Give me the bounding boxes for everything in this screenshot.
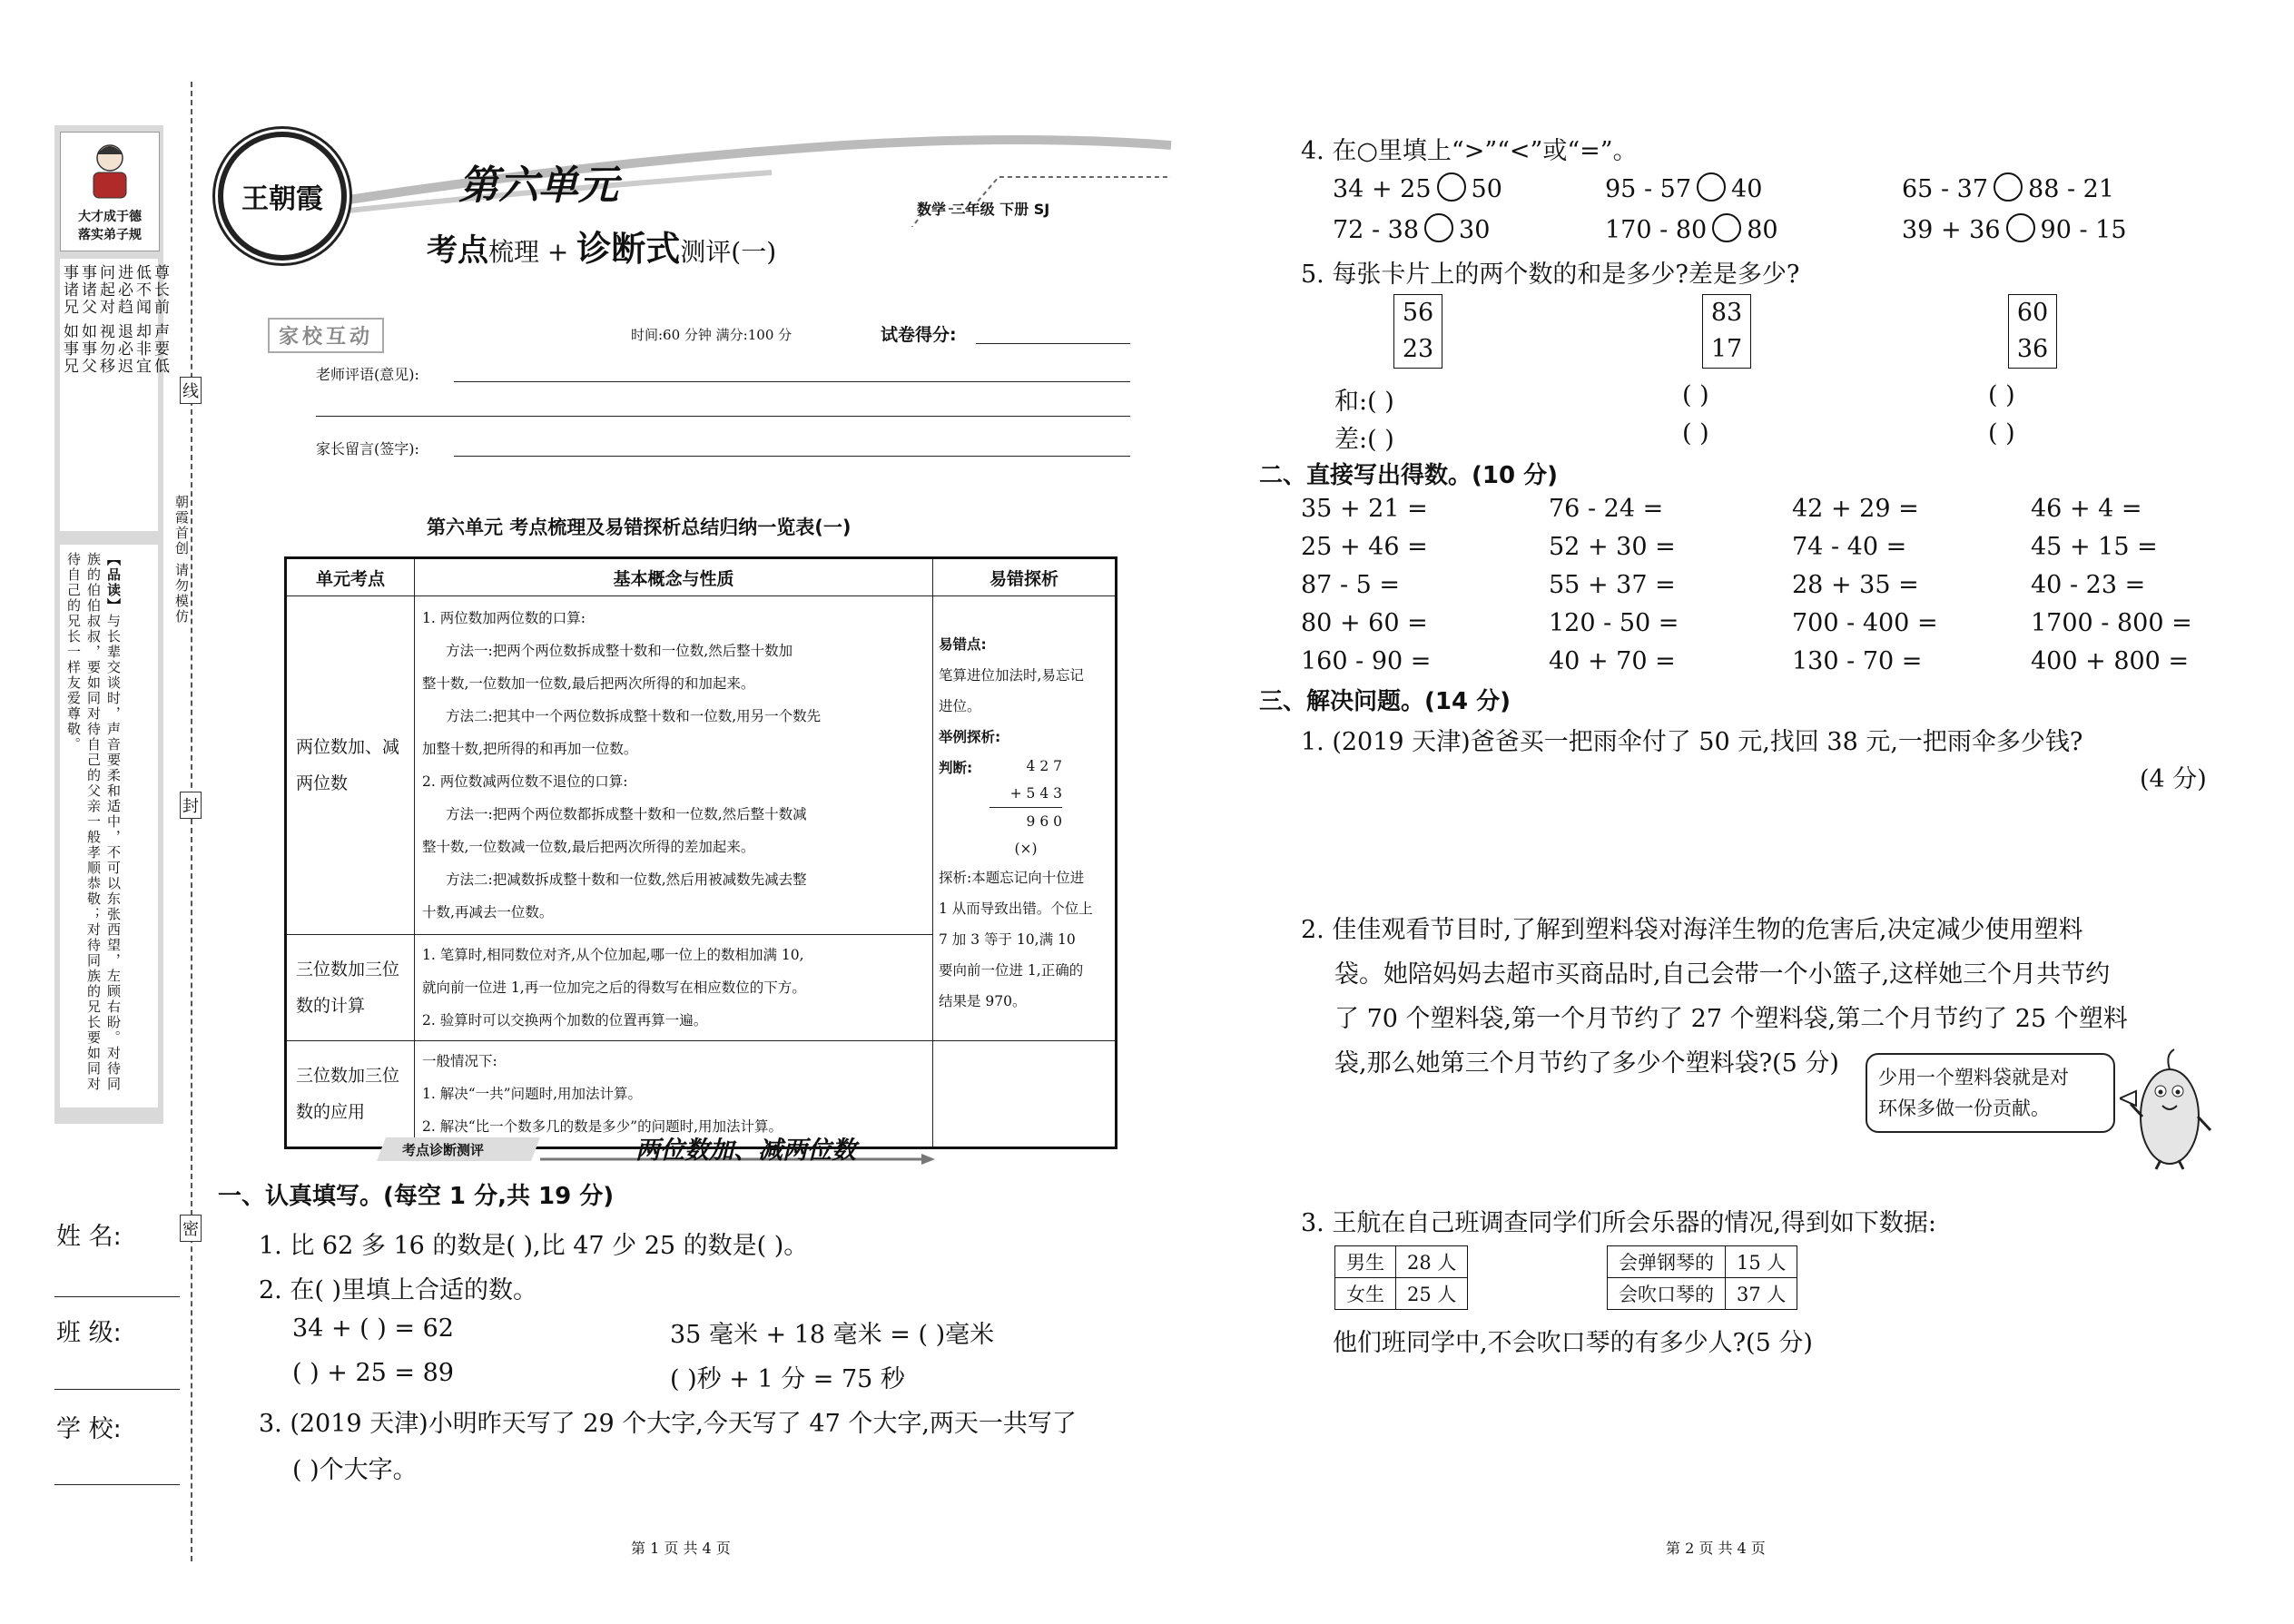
analysis-line: 结果是 970。 bbox=[939, 993, 1027, 1009]
sidebar-header-line2: 落实弟子规 bbox=[78, 228, 142, 242]
oral-item: 120 - 50 = bbox=[1549, 609, 1679, 637]
question-2c: ( ) + 25 = 89 bbox=[292, 1359, 454, 1387]
question-2a: 34 + ( ) = 62 bbox=[292, 1314, 454, 1343]
empty-cell bbox=[933, 1041, 1117, 1148]
teacher-line-1 bbox=[454, 381, 1130, 382]
topic-cell: 三位数加三位数的应用 bbox=[286, 1041, 415, 1148]
concept-line: 1. 解决“一共”问题时,用加法计算。 bbox=[422, 1086, 642, 1102]
concept-cell bbox=[415, 935, 933, 1041]
col-header-errors: 易错探析 bbox=[933, 558, 1117, 596]
compare-left: 95 - 57 bbox=[1605, 175, 1692, 203]
problem-2-line: 了 70 个塑料袋,第一个月节约了 27 个塑料袋,第二个月节约了 25 个塑料 bbox=[1334, 1005, 2128, 1033]
error-text: 笔算进位加法时,易忘记 bbox=[939, 667, 1084, 684]
concept-line: 2. 解决“比一个数多几的数是多少”的问题时,用加法计算。 bbox=[422, 1118, 783, 1135]
oral-item: 45 + 15 = bbox=[2031, 533, 2158, 561]
compare-item bbox=[1605, 172, 1762, 203]
oral-item: 160 - 90 = bbox=[1301, 647, 1432, 675]
compare-right: 30 bbox=[1459, 216, 1491, 244]
question-3: 3. (2019 天津)小明昨天写了 29 个大字,今天写了 47 个大字,两天一共写了 bbox=[259, 1410, 1077, 1438]
calc-mark: (×) bbox=[1014, 841, 1038, 857]
problem-1: 1. (2019 天津)爸爸买一把雨伞付了 50 元,找回 38 元,一把雨伞多少钱? bbox=[1301, 728, 2083, 756]
logo-text: 王朝霞 bbox=[241, 183, 323, 215]
error-analysis-cell bbox=[933, 596, 1117, 1041]
oral-item: 35 + 21 = bbox=[1301, 495, 1428, 523]
oral-item: 400 + 800 = bbox=[2031, 647, 2190, 675]
compare-left: 65 - 37 bbox=[1902, 175, 1989, 203]
poem-line: 视勿移 bbox=[96, 323, 114, 375]
poem-line: 事诸兄 bbox=[60, 264, 78, 316]
calc-line: + 5 4 3 bbox=[989, 780, 1062, 808]
speech-bubble bbox=[1866, 1053, 2115, 1133]
concept-line: 方法二:把其中一个两位数拆成整十数和一位数,用另一个数先 bbox=[446, 708, 822, 724]
unit-title: 第六单元 bbox=[458, 162, 618, 209]
sidebar-slogan: 朝霞首创 请勿模仿 bbox=[173, 495, 190, 625]
concept-line: 整十数,一位数加一位数,最后把两次所得的和加起来。 bbox=[422, 675, 755, 692]
subtitle-part-a: 考点 bbox=[427, 232, 488, 269]
oral-item: 130 - 70 = bbox=[1792, 647, 1923, 675]
q4-title: 4. 在○里填上“>”“<”或“=”。 bbox=[1301, 137, 1638, 165]
compare-circle[interactable] bbox=[1437, 172, 1466, 202]
oral-item: 700 - 400 = bbox=[1792, 609, 1938, 637]
bubble-line: 少用一个塑料袋就是对 bbox=[1878, 1067, 2069, 1088]
diagnosis-bar bbox=[377, 1130, 940, 1166]
compare-left: 72 - 38 bbox=[1333, 216, 1420, 244]
sum-blank: ( ) bbox=[1682, 381, 1709, 409]
poem-line: 如事兄 bbox=[60, 323, 78, 375]
oral-item: 87 - 5 = bbox=[1301, 571, 1401, 599]
publisher-logo bbox=[218, 132, 347, 261]
oral-item: 52 + 30 = bbox=[1549, 533, 1676, 561]
compare-item bbox=[1902, 213, 2127, 244]
poem-column bbox=[60, 264, 78, 536]
name-label: 姓 名: bbox=[56, 1223, 122, 1251]
poem-column bbox=[78, 264, 96, 536]
analysis-line: 探析:本题忘记向十位进 bbox=[939, 870, 1085, 886]
section3-title: 三、解决问题。(14 分) bbox=[1259, 688, 1511, 715]
oral-item: 80 + 60 = bbox=[1301, 609, 1428, 637]
cut-label-2: 封 bbox=[180, 792, 202, 819]
instrument-table bbox=[1607, 1245, 1797, 1310]
compare-circle[interactable] bbox=[1424, 213, 1453, 242]
poem-line: 尊长前 bbox=[151, 264, 169, 316]
sidebar-reading bbox=[60, 545, 158, 1107]
teacher-line-2 bbox=[316, 416, 1130, 417]
question-2: 2. 在( )里填上合适的数。 bbox=[259, 1276, 537, 1304]
poem-line: 如事父 bbox=[78, 323, 96, 375]
card-number: 83 bbox=[1710, 299, 1743, 327]
col-header-concept: 基本概念与性质 bbox=[415, 558, 933, 596]
cut-label-3: 密 bbox=[180, 1215, 202, 1242]
sum-label: 和:( ) bbox=[1334, 388, 1394, 416]
subtitle-part-d: 测评(一) bbox=[680, 237, 777, 267]
oral-item: 28 + 35 = bbox=[1792, 571, 1919, 599]
question-2d: ( )秒 + 1 分 = 75 秒 bbox=[670, 1365, 905, 1393]
col-header-topic: 单元考点 bbox=[286, 558, 415, 596]
bubble-line: 环保多做一份贡献。 bbox=[1878, 1097, 2050, 1119]
poem-line: 进必趋 bbox=[114, 264, 133, 316]
name-line bbox=[54, 1296, 180, 1297]
compare-item bbox=[1605, 213, 1778, 244]
table-cell: 28 人 bbox=[1396, 1246, 1468, 1278]
card-number: 23 bbox=[1402, 335, 1434, 363]
scholar-figure-icon bbox=[83, 138, 137, 202]
summary-title: 第六单元 考点梳理及易错探析总结归纳一览表(一) bbox=[427, 517, 852, 538]
question-1: 1. 比 62 多 16 的数是( ),比 47 少 25 的数是( )。 bbox=[259, 1232, 809, 1260]
problem-2-line: 2. 佳佳观看节目时,了解到塑料袋对海洋生物的危害后,决定减少使用塑料 bbox=[1301, 916, 2083, 944]
cut-line bbox=[191, 82, 192, 1561]
topic-cell: 两位数加、减两位数 bbox=[286, 596, 415, 935]
problem-2-line: 袋。她陪妈妈去超市买商品时,自己会带一个小篮子,这样她三个月共节约 bbox=[1334, 960, 2111, 989]
table-cell: 37 人 bbox=[1726, 1278, 1797, 1310]
diagnosis-title: 两位数加、减两位数 bbox=[635, 1137, 856, 1165]
family-school-label: 家校互动 bbox=[268, 318, 384, 353]
compare-right: 40 bbox=[1731, 175, 1763, 203]
poem-line: 退必迟 bbox=[114, 323, 133, 375]
card-number: 56 bbox=[1402, 299, 1434, 327]
section2-title: 二、直接写出得数。(10 分) bbox=[1259, 462, 1558, 489]
question-3-cont: ( )个大字。 bbox=[292, 1456, 418, 1484]
class-label: 班 级: bbox=[56, 1319, 122, 1347]
poem-line: 声要低 bbox=[151, 323, 169, 375]
concept-line: 方法一:把两个两位数都拆成整十数和一位数,然后整十数减 bbox=[446, 806, 807, 822]
oral-item: 76 - 24 = bbox=[1549, 495, 1664, 523]
page-footer-left: 第 1 页 共 4 页 bbox=[631, 1540, 731, 1557]
error-label: 易错点: bbox=[939, 636, 987, 653]
sidebar-header bbox=[60, 132, 160, 251]
concept-line: 一般情况下: bbox=[422, 1053, 497, 1069]
topic-cell: 三位数加三位数的计算 bbox=[286, 935, 415, 1041]
compare-left: 170 - 80 bbox=[1605, 216, 1708, 244]
score-label: 试卷得分: bbox=[881, 325, 957, 345]
example-label: 举例探析: bbox=[939, 729, 1001, 745]
oral-item: 46 + 4 = bbox=[2031, 495, 2142, 523]
oral-item: 40 - 23 = bbox=[2031, 571, 2146, 599]
table-cell: 15 人 bbox=[1726, 1246, 1797, 1278]
compare-item bbox=[1333, 213, 1490, 244]
concept-line: 方法一:把两个两位数拆成整十数和一位数,然后整十数加 bbox=[446, 643, 793, 659]
error-text: 进位。 bbox=[939, 698, 981, 714]
poem-column bbox=[133, 264, 151, 536]
compare-circle[interactable] bbox=[2006, 213, 2035, 242]
analysis-line: 7 加 3 等于 10,满 10 bbox=[939, 931, 1076, 948]
subtitle-part-b: 梳理 + bbox=[488, 237, 577, 267]
parent-line bbox=[454, 456, 1130, 457]
concept-line: 1. 两位数加两位数的口算: bbox=[422, 610, 586, 626]
table-cell: 会弹钢琴的 bbox=[1608, 1246, 1726, 1278]
compare-left: 39 + 36 bbox=[1902, 216, 2001, 244]
table-cell: 会吹口琴的 bbox=[1608, 1278, 1726, 1310]
number-card bbox=[1393, 294, 1442, 369]
concept-line: 整十数,一位数减一位数,最后把两次所得的差加起来。 bbox=[422, 839, 755, 855]
compare-circle[interactable] bbox=[1712, 213, 1741, 242]
oral-item: 40 + 70 = bbox=[1549, 647, 1676, 675]
sum-blank: ( ) bbox=[1988, 381, 2015, 409]
calc-line: 9 6 0 bbox=[1026, 813, 1062, 830]
compare-right: 88 - 21 bbox=[2028, 175, 2115, 203]
diff-blank: ( ) bbox=[1988, 419, 2015, 448]
school-line bbox=[54, 1484, 180, 1485]
oral-item: 74 - 40 = bbox=[1792, 533, 1907, 561]
table-cell: 女生 bbox=[1335, 1278, 1396, 1310]
subject-tags: 数学 二年级 下册 SJ bbox=[917, 201, 1050, 218]
judge-label: 判断: bbox=[939, 760, 973, 776]
diff-label: 差:( ) bbox=[1334, 426, 1394, 454]
diff-blank: ( ) bbox=[1682, 419, 1709, 448]
oral-item: 25 + 46 = bbox=[1301, 533, 1428, 561]
poem-column bbox=[114, 264, 133, 536]
compare-item bbox=[1333, 172, 1502, 203]
compare-right: 80 bbox=[1747, 216, 1778, 244]
cut-label-1: 线 bbox=[180, 377, 202, 404]
reading-text: 与长辈交谈时，声音要柔和适中，不可以东张西望，左顾右盼。对待同族的伯伯叔叔，要如同对待自己的父亲一般孝顺恭敬；对待同族的兄长要如同对待自己的兄长一样友爱尊敬。 bbox=[65, 552, 122, 1092]
summary-table bbox=[284, 556, 1117, 1149]
concept-line: 1. 笔算时,相同数位对齐,从个位加起,哪一位上的数相加满 10, bbox=[422, 947, 804, 963]
concept-line: 2. 验算时可以交换两个加数的位置再算一遍。 bbox=[422, 1012, 708, 1029]
compare-circle[interactable] bbox=[1697, 172, 1726, 202]
poem-line: 低不闻 bbox=[133, 264, 151, 316]
concept-line: 加整十数,把所得的和再加一位数。 bbox=[422, 741, 638, 757]
oral-item: 42 + 29 = bbox=[1792, 495, 1919, 523]
mascot-icon bbox=[2120, 1044, 2220, 1175]
number-card bbox=[2008, 294, 2057, 369]
calc-line: 4 2 7 bbox=[1026, 758, 1062, 774]
parent-comment-label: 家长留言(签字): bbox=[316, 440, 419, 458]
compare-right: 50 bbox=[1471, 175, 1502, 203]
page-footer-right: 第 2 页 共 4 页 bbox=[1666, 1540, 1766, 1557]
card-number: 60 bbox=[2016, 299, 2049, 327]
sidebar-poem bbox=[60, 259, 169, 531]
compare-left: 34 + 25 bbox=[1333, 175, 1432, 203]
gender-table bbox=[1334, 1245, 1468, 1310]
compare-item bbox=[1902, 172, 2114, 203]
poem-line: 却非宜 bbox=[133, 323, 151, 375]
teacher-comment-label: 老师评语(意见): bbox=[316, 366, 419, 383]
concept-line: 2. 两位数减两位数不退位的口算: bbox=[422, 773, 628, 790]
analysis-line: 要向前一位进 1,正确的 bbox=[939, 962, 1084, 979]
problem-3-question: 他们班同学中,不会吹口琴的有多少人?(5 分) bbox=[1333, 1329, 1813, 1357]
card-number: 36 bbox=[2016, 335, 2049, 363]
subtitle-part-c: 诊断式 bbox=[576, 229, 681, 269]
q5-title: 5. 每张卡片上的两个数的和是多少?差是多少? bbox=[1301, 261, 1800, 289]
oral-item: 1700 - 800 = bbox=[2031, 609, 2192, 637]
class-line bbox=[54, 1389, 180, 1390]
problem-1-score: (4 分) bbox=[2140, 765, 2207, 793]
exam-subtitle bbox=[427, 221, 776, 271]
poem-line: 问起对 bbox=[96, 264, 114, 316]
question-2b: 35 毫米 + 18 毫米 = ( )毫米 bbox=[670, 1321, 995, 1349]
compare-right: 90 - 15 bbox=[2040, 216, 2127, 244]
compare-circle[interactable] bbox=[1994, 172, 2023, 202]
school-label: 学 校: bbox=[56, 1415, 122, 1443]
analysis-line: 1 从而导致出错。个位上 bbox=[939, 901, 1093, 917]
section1-title: 一、认真填写。(每空 1 分,共 19 分) bbox=[218, 1183, 615, 1210]
poem-column bbox=[96, 264, 114, 536]
time-info: 时间:60 分钟 满分:100 分 bbox=[631, 327, 793, 343]
number-card bbox=[1702, 294, 1751, 369]
reading-label: 【品读】 bbox=[105, 552, 122, 614]
table-cell: 25 人 bbox=[1396, 1278, 1468, 1310]
concept-line: 方法二:把减数拆成整十数和一位数,然后用被减数先减去整 bbox=[446, 871, 807, 888]
concept-cell bbox=[415, 596, 933, 935]
table-cell: 男生 bbox=[1335, 1246, 1396, 1278]
oral-calc-grid bbox=[1301, 495, 2209, 685]
oral-item: 55 + 37 = bbox=[1549, 571, 1676, 599]
concept-line: 十数,再减去一位数。 bbox=[422, 904, 554, 920]
score-line bbox=[976, 343, 1130, 344]
problem-2-line: 袋,那么她第三个月节约了多少个塑料袋?(5 分) bbox=[1334, 1049, 1839, 1078]
problem-3: 3. 王航在自己班调查同学们所会乐器的情况,得到如下数据: bbox=[1301, 1209, 1937, 1237]
concept-line: 就向前一位进 1,再一位加完之后的得数写在相应数位的下方。 bbox=[422, 979, 806, 996]
poem-column bbox=[151, 264, 169, 536]
card-number: 17 bbox=[1710, 335, 1743, 363]
diagnosis-tag: 考点诊断测评 bbox=[402, 1142, 485, 1158]
sidebar-header-line1: 大才成于德 bbox=[78, 210, 142, 224]
poem-line: 事诸父 bbox=[78, 264, 96, 316]
